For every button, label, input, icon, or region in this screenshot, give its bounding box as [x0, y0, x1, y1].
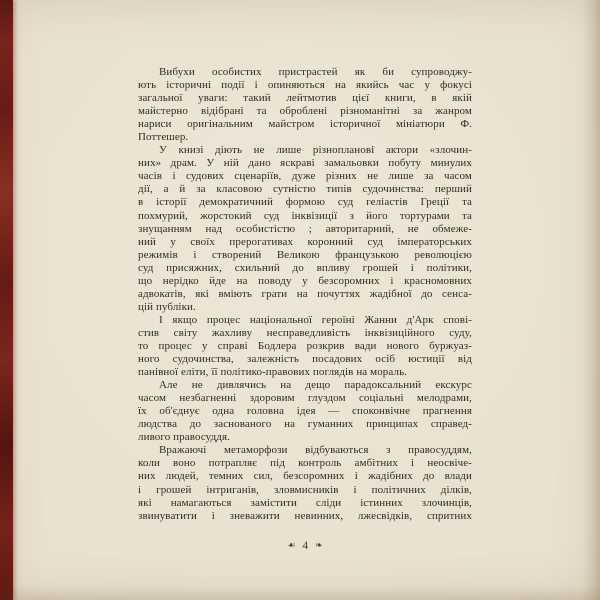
text-line: загальної уваги: такий лейтмотив цієї книги, в якій [138, 92, 472, 105]
text-line: людства до заснованого на гуманних принципах справед- [138, 418, 472, 431]
paragraph [138, 314, 472, 379]
paragraph [138, 144, 472, 314]
text-line: ють історичні події і опиняються на якийсь час у фокусі [138, 79, 472, 92]
text-line: їх об'єднує одна головна ідея — споконвічне прагнення [138, 405, 472, 418]
paragraph [138, 444, 472, 522]
text-line: ний у своїх прерогативах коронний суд імператорських [138, 235, 472, 248]
text-line: часом незбагненні здоровим глуздом соціальні мелодрами, [138, 392, 472, 405]
text-line: коли воно потрапляє під контроль амбітних і неосвіче- [138, 457, 472, 470]
text-line: І якщо процес національної героїні Жанни д'Арк спові- [159, 313, 472, 326]
text-line: цій публіки. [138, 300, 196, 313]
text-line: них» драм. У ній дано яскраві замальовки побуту минулих [138, 157, 472, 170]
text-line: похмурий, жорстокий суд інквізиції з його тортурами та [138, 209, 472, 222]
text-line: них людей, темних сил, безсоромних і жадібних до влади [138, 470, 472, 483]
paragraph [138, 379, 472, 444]
text-block [138, 66, 472, 523]
text-line: Поттешер. [138, 131, 189, 144]
text-line: суд присяжних, схильний до впливу грошей і політики, [138, 261, 472, 274]
text-line: ливого правосуддя. [138, 431, 230, 444]
text-line: дії, а й за класовою сутністю типів судочинства: перший [138, 183, 472, 196]
text-line: знущанням над особистістю ; авторитарний, не обмеже- [138, 222, 472, 235]
text-line: режимів і створений Великою французькою революцією [138, 248, 472, 261]
paragraph [138, 66, 472, 144]
page-edge-shadow-right [582, 0, 600, 600]
text-line: адвокатів, які вміють грати на почуттях жадібної до сенса- [138, 287, 472, 300]
text-line: то процес у справі Бодлера розкрив вади нового буржуаз- [138, 339, 472, 352]
text-line: звинуватити і зневажити невинних, лжесвідків, спритних [138, 509, 472, 522]
text-line: ного судочинства, залежність посадових осіб юстиції від [138, 353, 472, 366]
text-line: майстерно відібрані та оброблені різноманітні за жанром [138, 105, 472, 118]
spine-strip [0, 0, 13, 600]
page-number: 4 [302, 540, 309, 552]
footer-left-fleuron-icon: ☙ [287, 541, 296, 551]
text-line: панівної еліти, її політико-правових поглядів на мораль. [138, 366, 408, 379]
footer-right-fleuron-icon: ❧ [315, 541, 323, 551]
page-edge-shadow-bottom [0, 586, 600, 600]
text-line: в історії демократичний формою суд геліастів Греції та [138, 196, 472, 209]
text-line: У книзі діють не лише різнопланові актори «злочин- [159, 144, 472, 157]
text-line: Вибухи особистих пристрастей як би супроводжу- [159, 66, 472, 78]
text-line: що нерідко йде на поводу у безсоромних і красномовних [138, 274, 472, 287]
text-line: і грошей інтриганів, зловмисників і політичних ділків, [138, 483, 472, 496]
text-line: часів і судових сценаріїв, дуже різних не лише за часом [138, 170, 472, 183]
text-line: Вражаючі метаморфози відбуваються з правосуддям, [159, 444, 472, 457]
text-line: які намагаються замістити сліди істинних злочинців, [138, 496, 472, 509]
page-footer [138, 536, 472, 554]
text-line: нариси оригінальним майстром історичної мініатюри Ф. [138, 118, 472, 131]
text-line: Але не дивлячись на дещо парадоксальний екскурс [159, 379, 472, 392]
text-line: стив світу жахливу несправедливість інквізиційного суду, [138, 326, 472, 339]
